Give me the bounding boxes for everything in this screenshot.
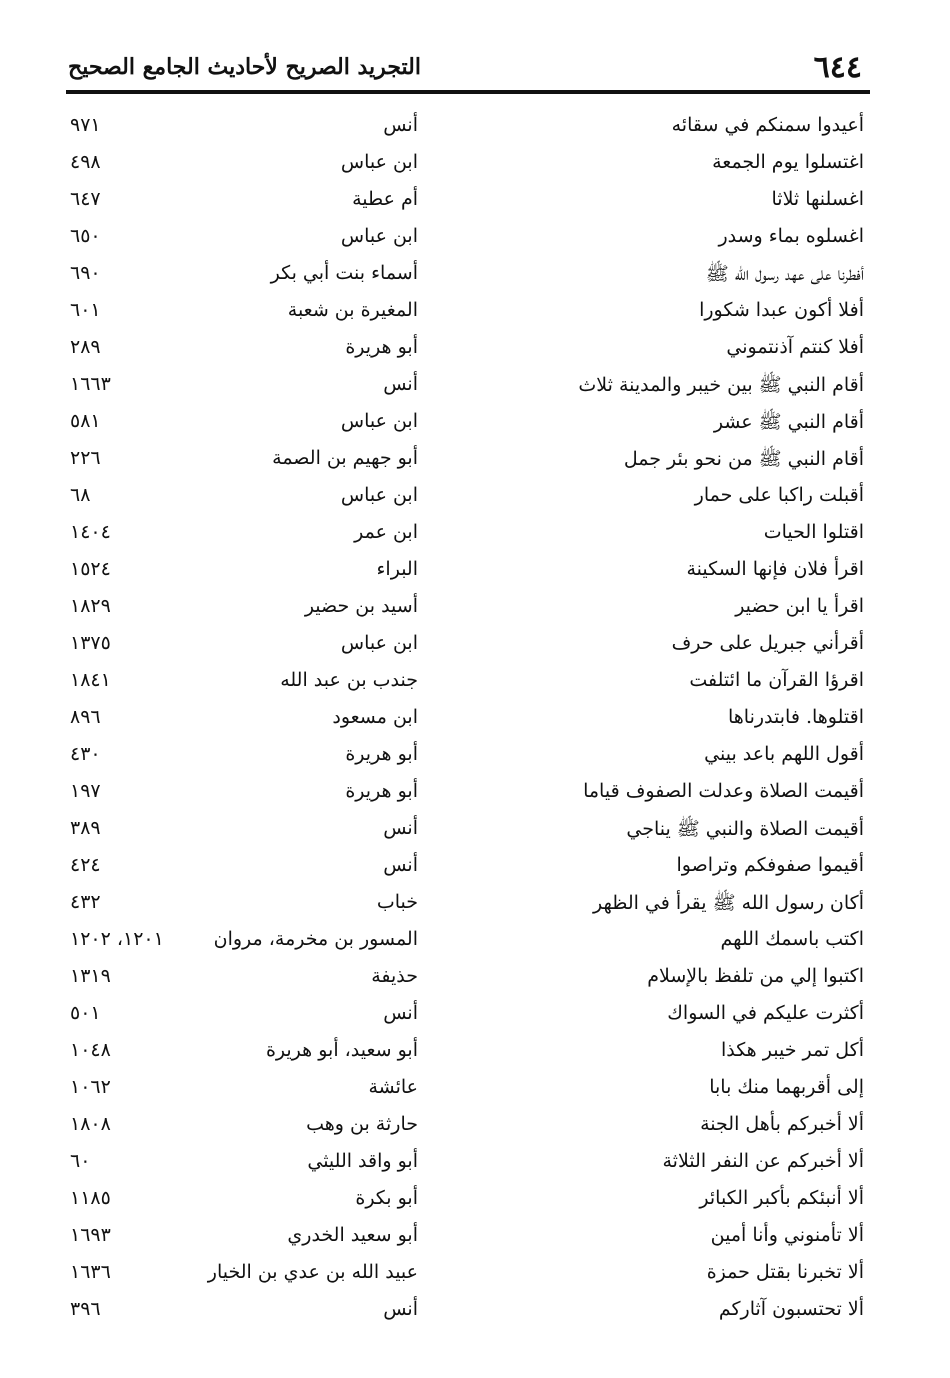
narrator-name: أسماء بنت أبي بكر xyxy=(270,262,418,284)
narrator-name: أبو هريرة xyxy=(345,336,418,358)
hadith-reference-number: ١٩٧ xyxy=(70,780,101,802)
index-row xyxy=(0,258,950,295)
index-row xyxy=(0,961,950,998)
hadith-text: أفلا أكون عبدا شكورا xyxy=(699,299,864,321)
narrator-name: جندب بن عبد الله xyxy=(280,669,418,691)
hadith-reference-number: ٦٥٠ xyxy=(70,225,101,247)
hadith-text: إلى أقربهما منك بابا xyxy=(709,1076,864,1098)
hadith-text: أقيموا صفوفكم وتراصوا xyxy=(676,854,864,876)
hadith-text: اقتلوا الحيات xyxy=(763,521,864,543)
hadith-reference-number: ١٢٠١، ١٢٠٢ xyxy=(70,928,164,950)
hadith-text: أقرأني جبريل على حرف xyxy=(671,632,864,654)
hadith-reference-number: ٣٩٦ xyxy=(70,1298,101,1320)
hadith-text: ألا أخبركم عن النفر الثلاثة xyxy=(662,1150,864,1172)
hadith-text: اكتبوا إلي من تلفظ بالإسلام xyxy=(647,965,864,987)
hadith-reference-number: ١٠٤٨ xyxy=(70,1039,111,1061)
hadith-index-list xyxy=(0,110,950,1331)
hadith-text: أقيمت الصلاة وعدلت الصفوف قياما xyxy=(583,780,864,802)
narrator-name: أم عطية xyxy=(352,188,418,210)
narrator-name: أنس xyxy=(383,1002,418,1024)
hadith-text: اقرؤا القرآن ما ائتلفت xyxy=(689,669,864,691)
narrator-name: أنس xyxy=(383,854,418,876)
hadith-reference-number: ٦٠ xyxy=(70,1150,91,1172)
narrator-name: أبو سعيد، أبو هريرة xyxy=(265,1039,418,1061)
hadith-reference-number: ٤٩٨ xyxy=(70,151,101,173)
index-row xyxy=(0,665,950,702)
narrator-name: أبو جهيم بن الصمة xyxy=(272,447,418,469)
index-row xyxy=(0,110,950,147)
hadith-text: اقرأ فلان فإنها السكينة xyxy=(686,558,864,580)
index-row xyxy=(0,1220,950,1257)
index-row xyxy=(0,184,950,221)
hadith-text: اقتلوها. فابتدرناها xyxy=(727,706,864,728)
hadith-text: اغسلنها ثلاثا xyxy=(771,188,864,210)
hadith-text: اغسلوه بماء وسدر xyxy=(718,225,864,247)
index-row xyxy=(0,1257,950,1294)
hadith-reference-number: ٨٩٦ xyxy=(70,706,101,728)
hadith-text: اقرأ يا ابن حضير xyxy=(735,595,864,617)
narrator-name: حارثة بن وهب xyxy=(306,1113,418,1135)
narrator-name: أنس xyxy=(383,114,418,136)
page-number: ٦٤٤ xyxy=(813,50,862,85)
index-row xyxy=(0,1109,950,1146)
hadith-text: أكثرت عليكم في السواك xyxy=(667,1002,864,1024)
narrator-name: أنس xyxy=(383,817,418,839)
index-row xyxy=(0,480,950,517)
narrator-name: حذيفة xyxy=(371,965,418,987)
narrator-name: البراء xyxy=(376,558,418,580)
hadith-reference-number: ٥٨١ xyxy=(70,410,101,432)
index-row xyxy=(0,369,950,406)
hadith-reference-number: ٤٣٢ xyxy=(70,891,101,913)
hadith-reference-number: ٦٨ xyxy=(70,484,91,506)
hadith-reference-number: ٩٧١ xyxy=(70,114,101,136)
hadith-text: ألا أخبركم بأهل الجنة xyxy=(700,1113,864,1135)
header-rule xyxy=(66,90,870,94)
narrator-name: خباب xyxy=(376,891,418,913)
narrator-name: ابن عباس xyxy=(340,632,418,654)
index-row xyxy=(0,517,950,554)
hadith-reference-number: ٢٢٦ xyxy=(70,447,101,469)
index-row xyxy=(0,221,950,258)
narrator-name: أنس xyxy=(383,373,418,395)
index-row xyxy=(0,147,950,184)
narrator-name: المغيرة بن شعبة xyxy=(287,299,418,321)
hadith-text: أفلا كنتم آذنتموني xyxy=(726,336,864,358)
hadith-reference-number: ١٣١٩ xyxy=(70,965,111,987)
hadith-reference-number: ٦٩٠ xyxy=(70,262,101,284)
index-row xyxy=(0,776,950,813)
hadith-reference-number: ٥٠١ xyxy=(70,1002,101,1024)
index-row xyxy=(0,702,950,739)
index-row xyxy=(0,1035,950,1072)
hadith-text: أقام النبي ﷺ من نحو بئر جمل xyxy=(623,448,864,470)
index-row xyxy=(0,739,950,776)
hadith-reference-number: ١٨٠٨ xyxy=(70,1113,111,1135)
index-row xyxy=(0,591,950,628)
hadith-text: أقام النبي ﷺ بين خيبر والمدينة ثلاث xyxy=(578,374,864,396)
narrator-name: المسور بن مخرمة، مروان xyxy=(213,928,418,950)
hadith-text: أقول اللهم باعد بيني xyxy=(704,743,864,765)
hadith-text: أكل تمر خيبر هكذا xyxy=(720,1039,864,1061)
hadith-reference-number: ١٨٢٩ xyxy=(70,595,111,617)
index-row xyxy=(0,924,950,961)
running-title: التجريد الصريح لأحاديث الجامع الصحيح xyxy=(68,54,421,80)
hadith-reference-number: ١٦٦٣ xyxy=(70,373,111,395)
hadith-text: أفطرنا على عهد رسول الله ﷺ xyxy=(705,263,864,285)
hadith-reference-number: ٢٨٩ xyxy=(70,336,101,358)
hadith-text: أقبلت راكبا على حمار xyxy=(694,484,864,506)
index-row xyxy=(0,813,950,850)
page-header xyxy=(68,50,862,90)
hadith-text: ألا تحتسبون آثاركم xyxy=(718,1298,864,1320)
narrator-name: عبيد الله بن عدي بن الخيار xyxy=(207,1261,418,1283)
hadith-reference-number: ١١٨٥ xyxy=(70,1187,111,1209)
hadith-text: أقيمت الصلاة والنبي ﷺ يناجي xyxy=(626,818,864,840)
narrator-name: أبو بكرة xyxy=(355,1187,418,1209)
hadith-text: ألا تأمنوني وأنا أمين xyxy=(710,1224,864,1246)
narrator-name: أبو هريرة xyxy=(345,780,418,802)
hadith-reference-number: ١٤٠٤ xyxy=(70,521,111,543)
hadith-text: ألا تخبرنا بقتل حمزة xyxy=(706,1261,864,1283)
hadith-reference-number: ١٥٢٤ xyxy=(70,558,111,580)
narrator-name: ابن عباس xyxy=(340,410,418,432)
index-row xyxy=(0,295,950,332)
hadith-reference-number: ٤٢٤ xyxy=(70,854,101,876)
index-row xyxy=(0,887,950,924)
narrator-name: أبو هريرة xyxy=(345,743,418,765)
narrator-name: عائشة xyxy=(368,1076,418,1098)
hadith-reference-number: ٦٤٧ xyxy=(70,188,101,210)
hadith-text: اكتب باسمك اللهم xyxy=(720,928,864,950)
index-row xyxy=(0,1294,950,1331)
narrator-name: ابن مسعود xyxy=(332,706,418,728)
index-row xyxy=(0,406,950,443)
hadith-reference-number: ٣٨٩ xyxy=(70,817,101,839)
hadith-text: أعيدوا سمنكم في سقائه xyxy=(671,114,864,136)
index-row xyxy=(0,628,950,665)
narrator-name: أسيد بن حضير xyxy=(304,595,418,617)
hadith-reference-number: ١٠٦٢ xyxy=(70,1076,111,1098)
hadith-text: اغتسلوا يوم الجمعة xyxy=(712,151,864,173)
hadith-reference-number: ١٣٧٥ xyxy=(70,632,111,654)
index-row xyxy=(0,443,950,480)
hadith-reference-number: ٦٠١ xyxy=(70,299,101,321)
hadith-text: ألا أنبئكم بأكبر الكبائر xyxy=(699,1187,864,1209)
hadith-reference-number: ١٦٩٣ xyxy=(70,1224,111,1246)
index-row xyxy=(0,332,950,369)
narrator-name: ابن عباس xyxy=(340,151,418,173)
hadith-text: أكان رسول الله ﷺ يقرأ في الظهر xyxy=(593,892,864,914)
narrator-name: أنس xyxy=(383,1298,418,1320)
narrator-name: ابن عباس xyxy=(340,484,418,506)
hadith-reference-number: ١٨٤١ xyxy=(70,669,111,691)
hadith-text: أقام النبي ﷺ عشر xyxy=(713,411,864,433)
index-row xyxy=(0,1072,950,1109)
index-row xyxy=(0,850,950,887)
narrator-name: ابن عمر xyxy=(354,521,418,543)
index-row xyxy=(0,998,950,1035)
index-row xyxy=(0,1183,950,1220)
narrator-name: ابن عباس xyxy=(340,225,418,247)
narrator-name: أبو واقد الليثي xyxy=(307,1150,418,1172)
hadith-reference-number: ١٦٣٦ xyxy=(70,1261,111,1283)
narrator-name: أبو سعيد الخدري xyxy=(287,1224,418,1246)
index-row xyxy=(0,554,950,591)
index-row xyxy=(0,1146,950,1183)
hadith-reference-number: ٤٣٠ xyxy=(70,743,101,765)
